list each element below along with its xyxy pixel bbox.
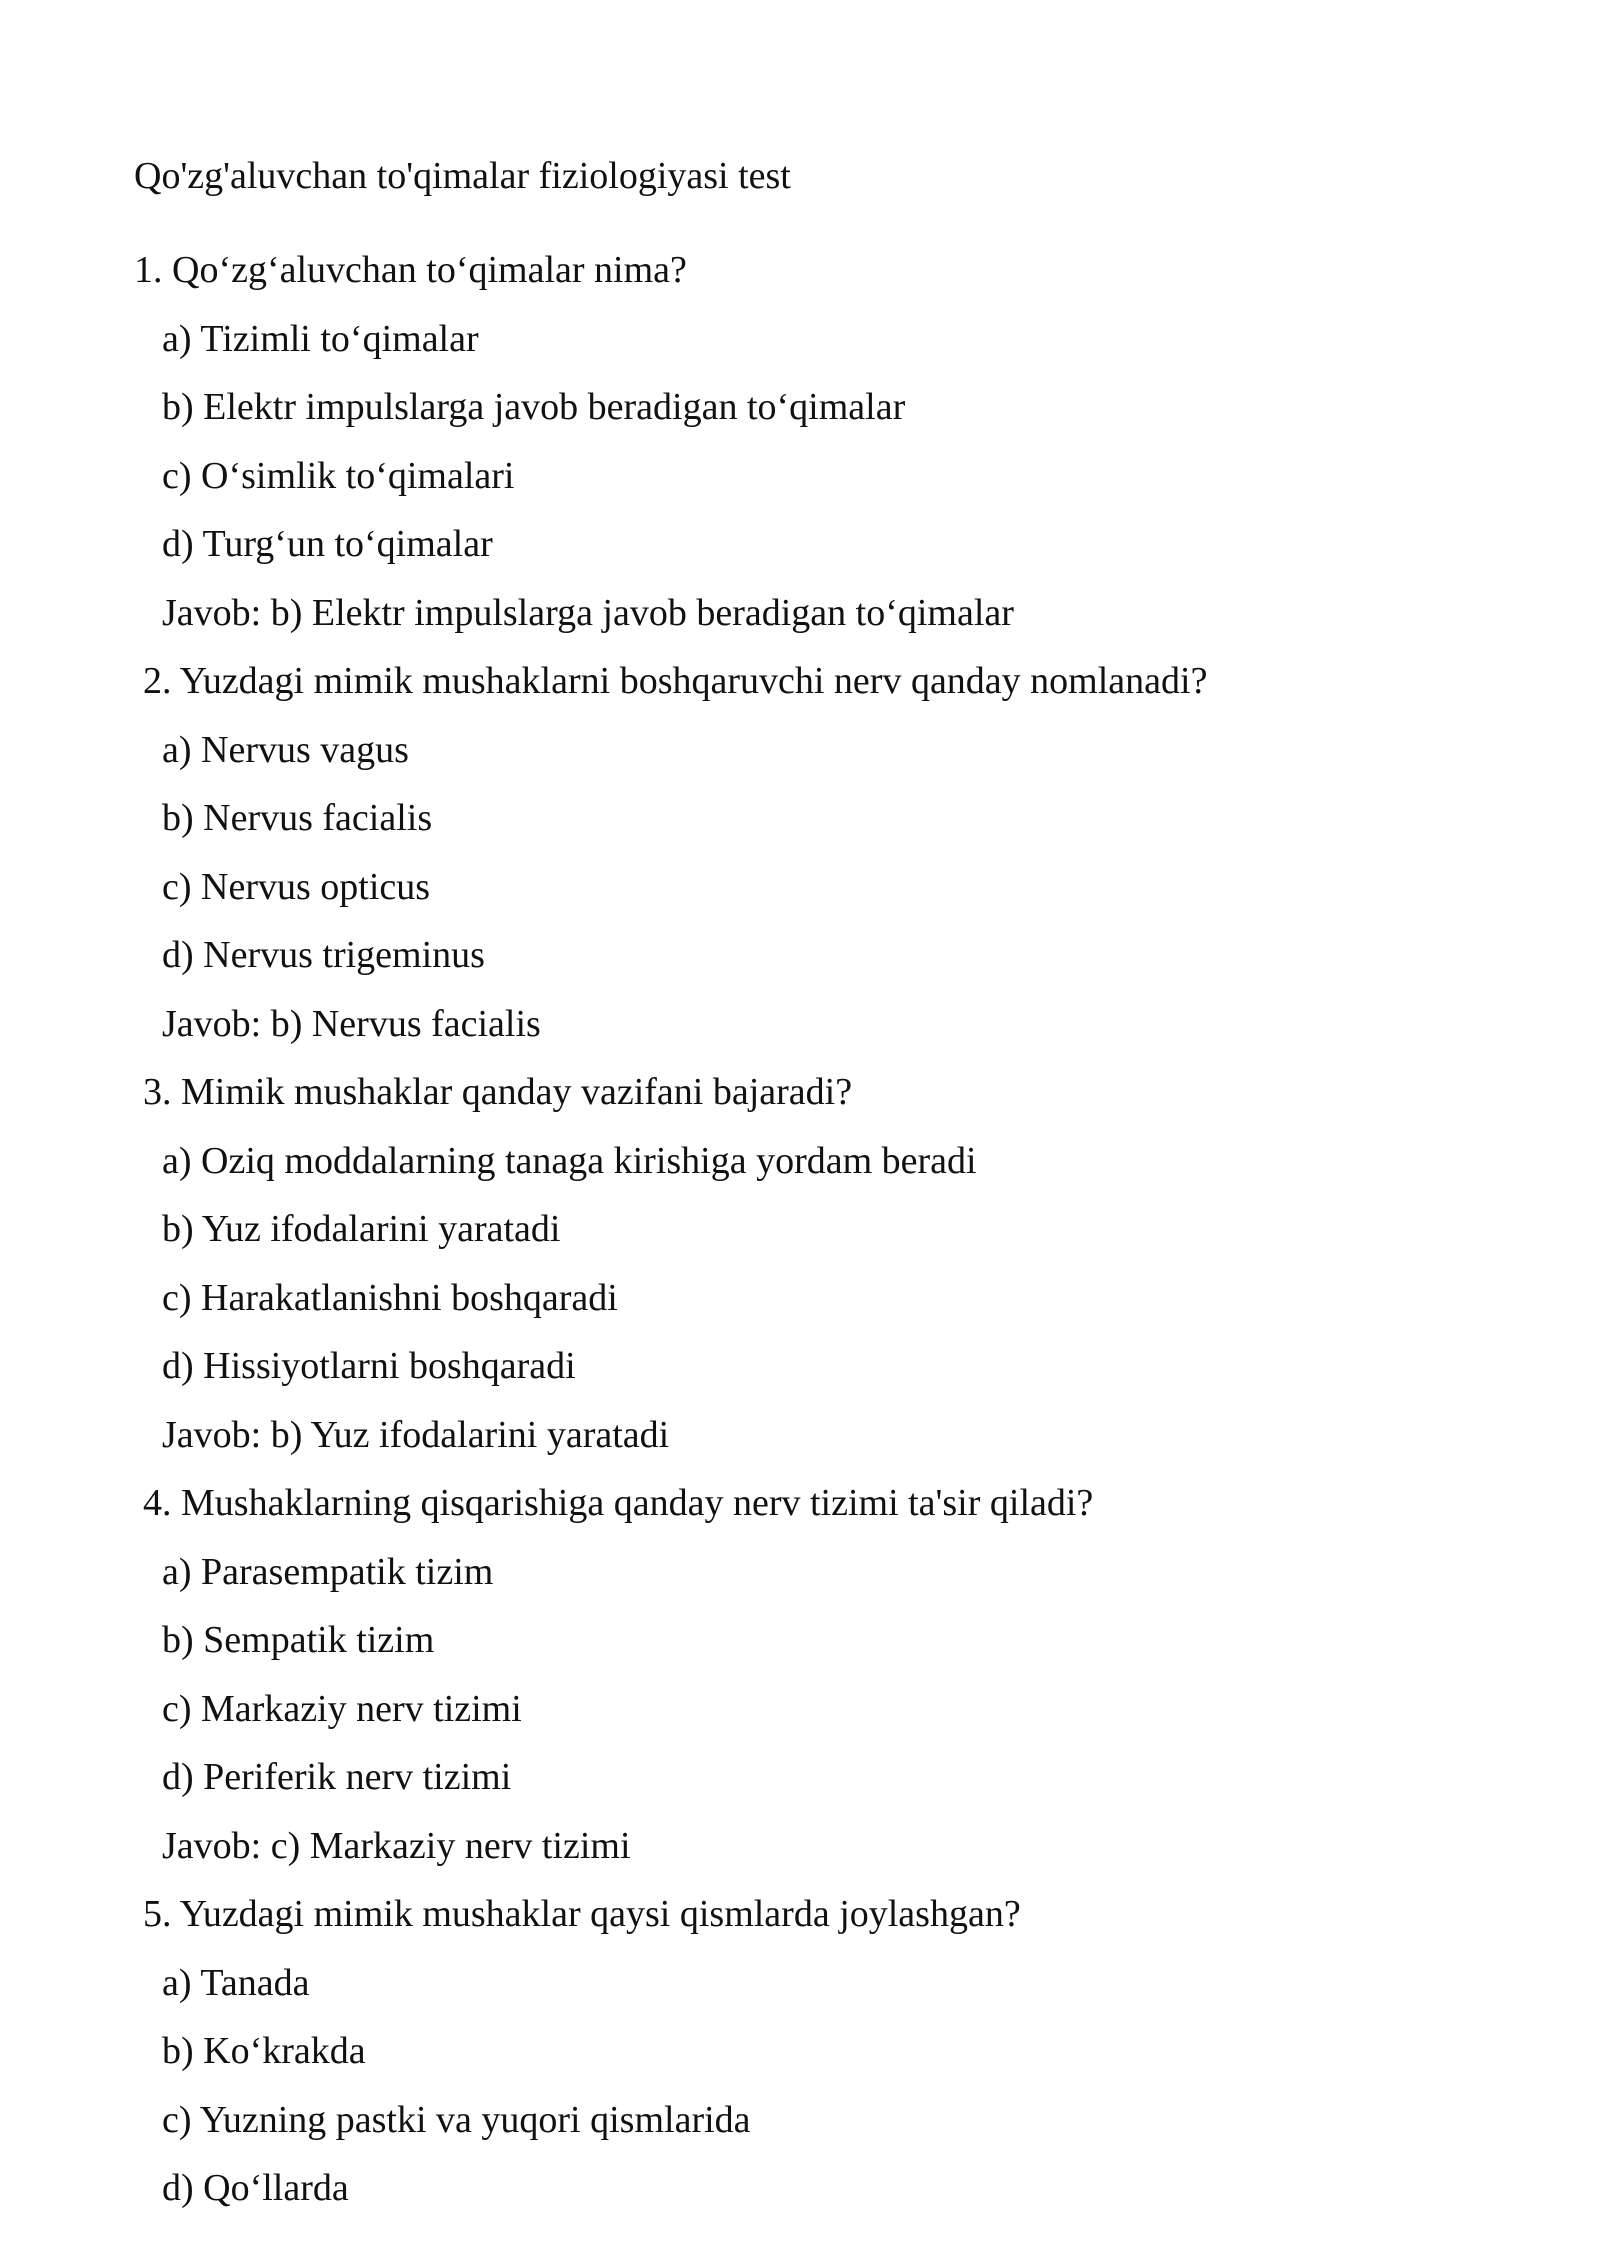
question-3-option-d: d) Hissiyotlarni boshqaradi [162, 1345, 576, 1387]
question-4-option-d: d) Periferik nerv tizimi [162, 1756, 512, 1798]
question-3-option-b: b) Yuz ifodalarini yaratadi [162, 1208, 561, 1250]
question-4-option-c: c) Markaziy nerv tizimi [162, 1688, 522, 1730]
question-1-option-d: d) Turg‘un to‘qimalar [162, 523, 493, 565]
question-5: 5. Yuzdagi mimik mushaklar qaysi qismlarda joylashgan? [143, 1893, 1021, 1935]
question-3-option-c: c) Harakatlanishni boshqaradi [162, 1277, 618, 1319]
question-4-option-a: a) Parasempatik tizim [162, 1551, 494, 1593]
question-5-option-a: a) Tanada [162, 1962, 310, 2004]
question-4: 4. Mushaklarning qisqarishiga qanday nerv tizimi ta'sir qiladi? [143, 1482, 1094, 1524]
document-title: Qo'zg'aluvchan to'qimalar fiziologiyasi test [134, 155, 791, 197]
question-2: 2. Yuzdagi mimik mushaklarni boshqaruvchi nerv qanday nomlanadi? [143, 660, 1208, 702]
question-3: 3. Mimik mushaklar qanday vazifani bajaradi? [143, 1071, 853, 1113]
question-1-option-c: c) O‘simlik to‘qimalari [162, 455, 515, 497]
question-2-option-d: d) Nervus trigeminus [162, 934, 485, 976]
question-1-option-b: b) Elektr impulslarga javob beradigan to‘qimalar [162, 386, 906, 428]
question-5-option-c: c) Yuzning pastki va yuqori qismlarida [162, 2099, 751, 2141]
question-5-option-d: d) Qo‘llarda [162, 2167, 349, 2209]
question-4-option-b: b) Sempatik tizim [162, 1619, 435, 1661]
question-2-answer: Javob: b) Nervus facialis [162, 1003, 541, 1045]
question-5-option-b: b) Ko‘krakda [162, 2030, 366, 2072]
question-1-option-a: a) Tizimli to‘qimalar [162, 318, 479, 360]
question-3-option-a: a) Oziq moddalarning tanaga kirishiga yordam beradi [162, 1140, 977, 1182]
question-1: 1. Qo‘zg‘aluvchan to‘qimalar nima? [134, 249, 687, 291]
question-4-answer: Javob: c) Markaziy nerv tizimi [162, 1825, 631, 1867]
question-2-option-a: a) Nervus vagus [162, 729, 409, 771]
question-2-option-b: b) Nervus facialis [162, 797, 433, 839]
question-1-answer: Javob: b) Elektr impulslarga javob beradigan to‘qimalar [162, 592, 1014, 634]
question-2-option-c: c) Nervus opticus [162, 866, 431, 908]
question-3-answer: Javob: b) Yuz ifodalarini yaratadi [162, 1414, 670, 1456]
